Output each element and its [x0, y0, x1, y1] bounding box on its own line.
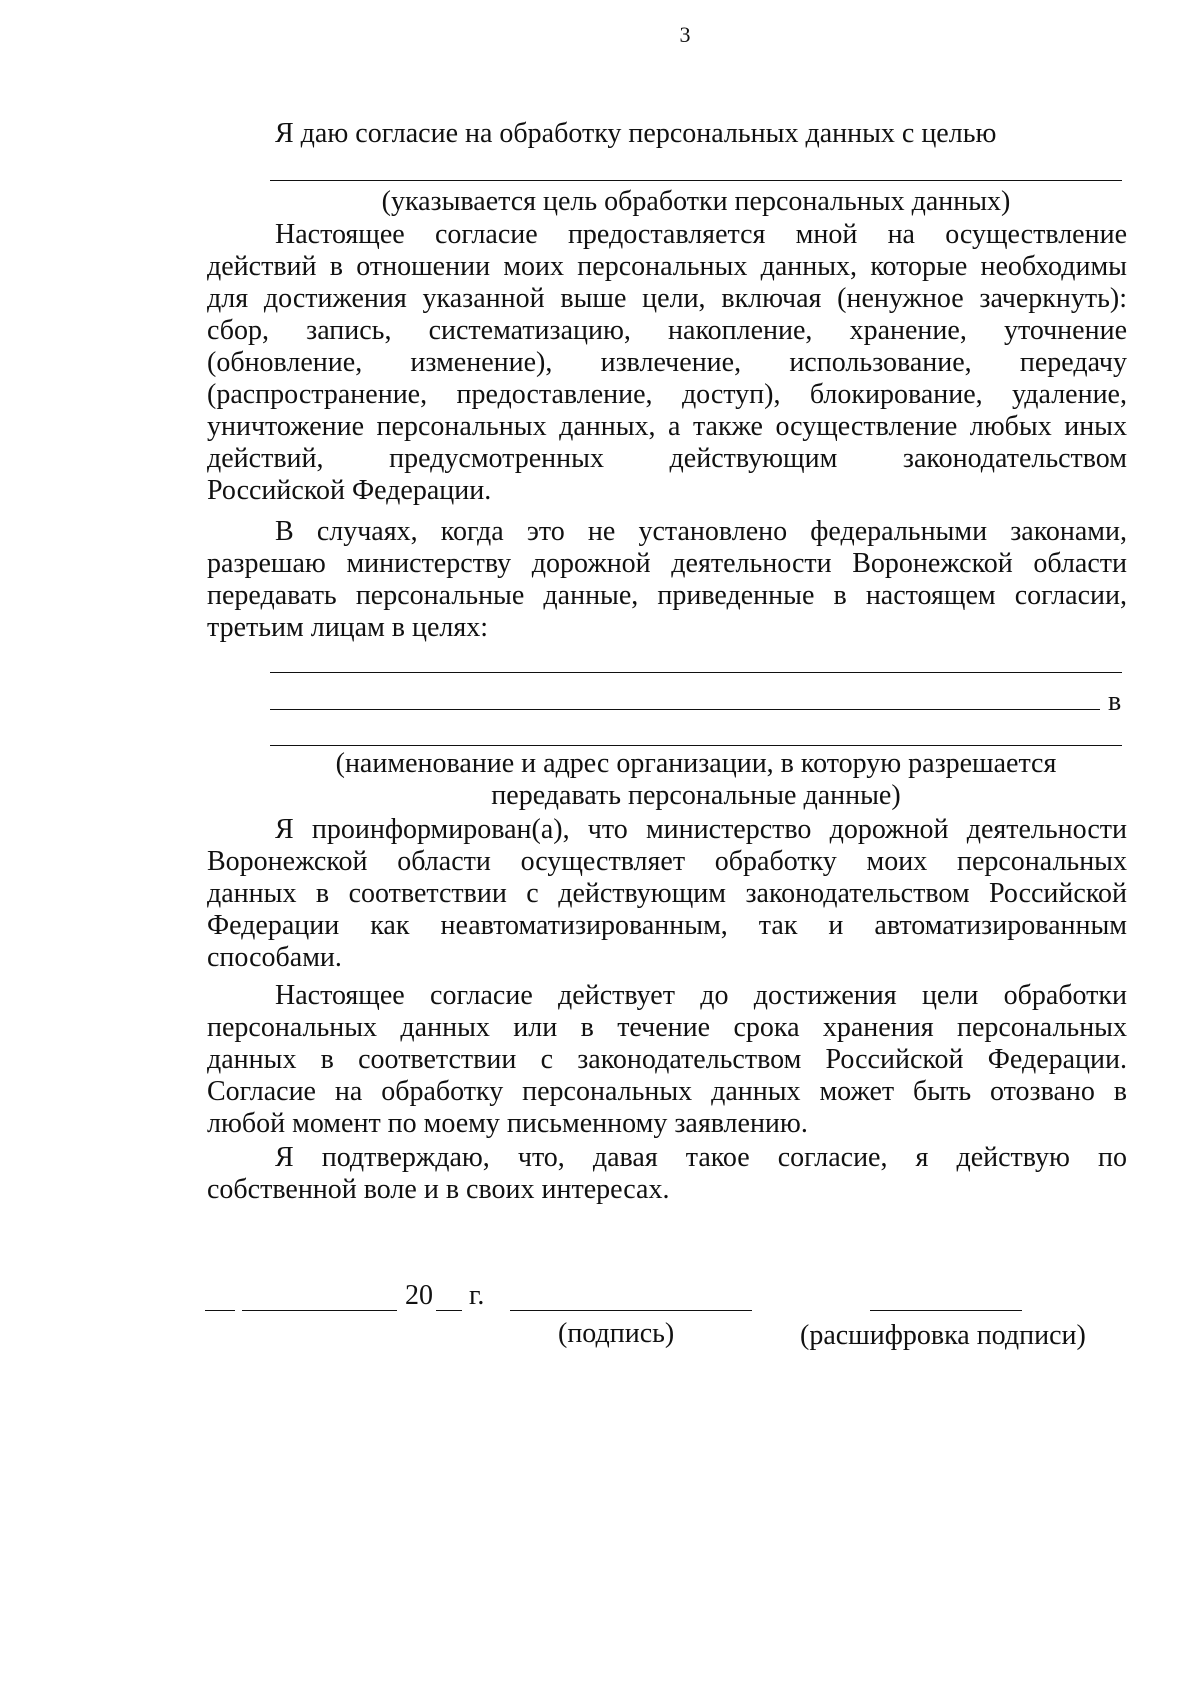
purpose-caption: (указывается цель обработки персональных данных) [381, 186, 1011, 217]
confirmation-line: собственной воле и в своих интересах. [207, 1174, 670, 1205]
page-number: 3 [679, 22, 691, 47]
date-day-line [205, 1310, 235, 1311]
signature-caption: (подпись) [558, 1318, 675, 1349]
informed-line: Я проинформирован(а), что министерство дорожной деятельности [275, 814, 1127, 845]
third-parties-line: передавать персональные данные, приведенные в настоящем согласии, [207, 580, 1127, 611]
date-year-line [436, 1310, 462, 1311]
signature-decoding-line [870, 1310, 1022, 1311]
date-month-line [242, 1310, 397, 1311]
purpose-blank-line [270, 180, 1122, 181]
third-parties-paragraph [207, 516, 1127, 644]
third-parties-blank-line-1 [270, 672, 1122, 673]
consent-scope-line: Российской Федерации. [207, 475, 492, 506]
third-parties-blank-line-3 [270, 745, 1122, 746]
consent-scope-paragraph [207, 219, 1127, 507]
third-parties-blank-line-2 [270, 709, 1100, 710]
confirmation-line: Я подтверждаю, что, давая такое согласие, я действую по [275, 1142, 1127, 1173]
confirmation-paragraph [207, 1142, 1127, 1206]
third-parties-line: третьим лицам в целях: [207, 612, 489, 643]
validity-line: любой момент по моему письменному заявлению. [207, 1108, 808, 1139]
validity-line: персональных данных или в течение срока хранения персональных [207, 1012, 1127, 1043]
consent-scope-line: сбор, запись, систематизацию, накопление, хранение, уточнение [207, 315, 1127, 346]
informed-paragraph [207, 814, 1127, 974]
informed-line: Федерации как неавтоматизированным, так и автоматизированным [207, 910, 1127, 941]
signature-line [510, 1310, 752, 1311]
third-parties-line: разрешаю министерству дорожной деятельности Воронежской области [207, 548, 1127, 579]
validity-line: данных в соответствии с законодательством Российской Федерации. [207, 1044, 1127, 1075]
consent-scope-line: для достижения указанной выше цели, включая (ненужное зачеркнуть): [207, 283, 1127, 314]
informed-line: способами. [207, 942, 342, 973]
informed-line: данных в соответствии с действующим законодательством Российской [207, 878, 1127, 909]
third-parties-caption-1: (наименование и адрес организации, в которую разрешается [335, 748, 1057, 779]
date-year-prefix: 20 [405, 1280, 433, 1311]
date-year-suffix: г. [469, 1280, 485, 1311]
consent-scope-line: (распространение, предоставление, доступ), блокирование, удаление, [207, 379, 1127, 410]
validity-line: Настоящее согласие действует до достижения цели обработки [275, 980, 1127, 1011]
third-parties-caption-2: передавать персональные данные) [491, 780, 901, 811]
signature-decoding-caption: (расшифровка подписи) [800, 1320, 1086, 1351]
consent-scope-line: (обновление, изменение), извлечение, использование, передачу [207, 347, 1127, 378]
validity-paragraph [207, 980, 1127, 1140]
third-parties-line-suffix: в [1108, 686, 1122, 717]
consent-scope-line: действий, предусмотренных действующим законодательством [207, 443, 1127, 474]
validity-line: Согласие на обработку персональных данных может быть отозвано в [207, 1076, 1127, 1107]
consent-scope-line: уничтожение персональных данных, а также осуществление любых иных [207, 411, 1127, 442]
consent-scope-line: Настоящее согласие предоставляется мной на осуществление [275, 219, 1127, 250]
purpose-intro: Я даю согласие на обработку персональных данных с целью [275, 118, 997, 149]
consent-scope-line: действий в отношении моих персональных данных, которые необходимы [207, 251, 1127, 282]
informed-line: Воронежской области осуществляет обработку моих персональных [207, 846, 1127, 877]
third-parties-line: В случаях, когда это не установлено федеральными законами, [275, 516, 1127, 547]
